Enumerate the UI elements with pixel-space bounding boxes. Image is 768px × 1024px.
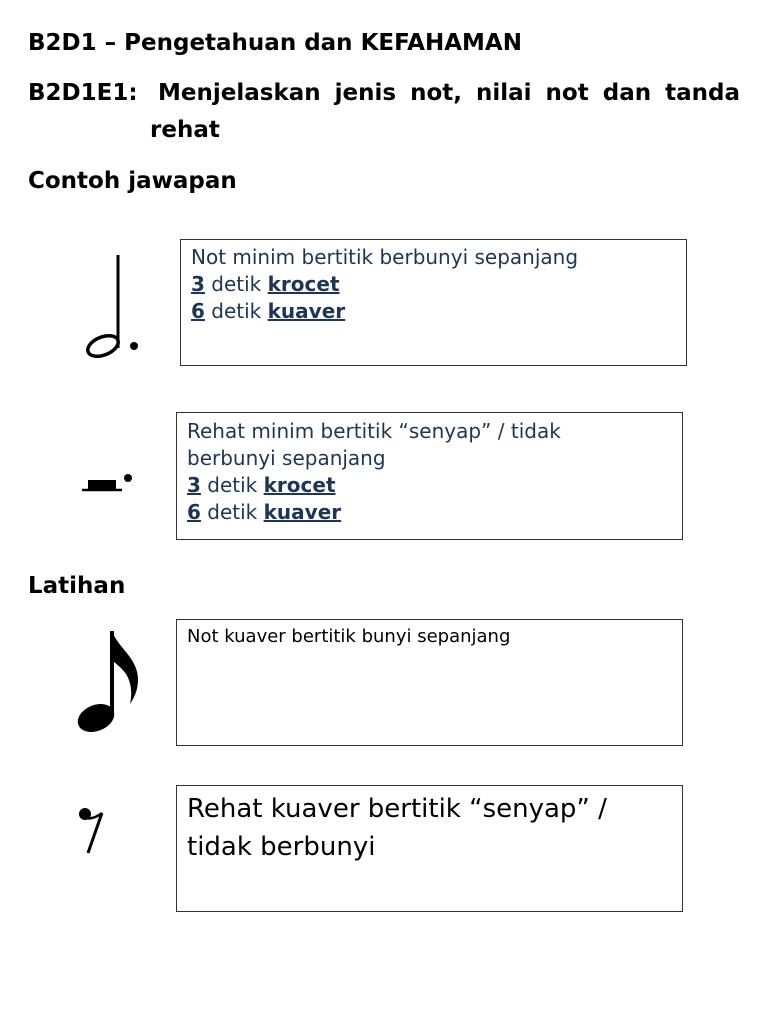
exercise-answer-box-2[interactable]	[176, 785, 683, 912]
exercise-2-line-2: tidak berbunyi	[187, 832, 376, 862]
example-answer-box-2	[176, 412, 683, 540]
quaver-note-icon	[72, 628, 152, 738]
example-2-row-1-unit: krocet	[263, 473, 336, 497]
dotted-minim-rest-icon	[80, 470, 140, 500]
objective-line-1: Menjelaskan jenis not, nilai not dan tanda	[158, 80, 740, 106]
example-2-row-1	[187, 472, 561, 499]
exercise-2-line-1: Rehat kuaver bertitik “senyap” /	[187, 794, 607, 824]
example-1-row-2	[191, 298, 578, 325]
example-1-row-1-unit: krocet	[267, 272, 340, 296]
example-1-row-2-word: detik	[211, 299, 262, 323]
exercise-title: Latihan	[28, 573, 126, 599]
objective-code: B2D1E1:	[28, 80, 138, 106]
example-2-row-2	[187, 499, 561, 526]
example-1-row-1	[191, 271, 578, 298]
example-2-line-2: berbunyi sepanjang	[187, 446, 386, 470]
example-1-row-2-unit: kuaver	[267, 299, 346, 323]
example-1-row-1-word: detik	[211, 272, 262, 296]
example-1-row-1-number: 3	[191, 272, 205, 296]
example-1-row-2-number: 6	[191, 299, 205, 323]
example-2-row-2-unit: kuaver	[263, 500, 342, 524]
section-heading: B2D1 – Pengetahuan dan KEFAHAMAN	[28, 30, 522, 56]
example-2-row-2-word: detik	[207, 500, 258, 524]
objective-line-2: rehat	[150, 117, 220, 143]
quaver-rest-icon	[74, 805, 114, 860]
dotted-minim-note-icon	[78, 250, 148, 365]
example-2-row-1-number: 3	[187, 473, 201, 497]
example-2-line-1: Rehat minim bertitik “senyap” / tidak	[187, 419, 561, 443]
exercise-answer-box-1[interactable]	[176, 619, 683, 746]
exercise-1-text: Not kuaver bertitik bunyi sepanjang	[187, 626, 511, 647]
example-2-row-2-number: 6	[187, 500, 201, 524]
example-answer-box-1	[180, 239, 687, 366]
example-title: Contoh jawapan	[28, 168, 237, 194]
example-2-row-1-word: detik	[207, 473, 258, 497]
example-1-line: Not minim bertitik berbunyi sepanjang	[191, 245, 579, 269]
